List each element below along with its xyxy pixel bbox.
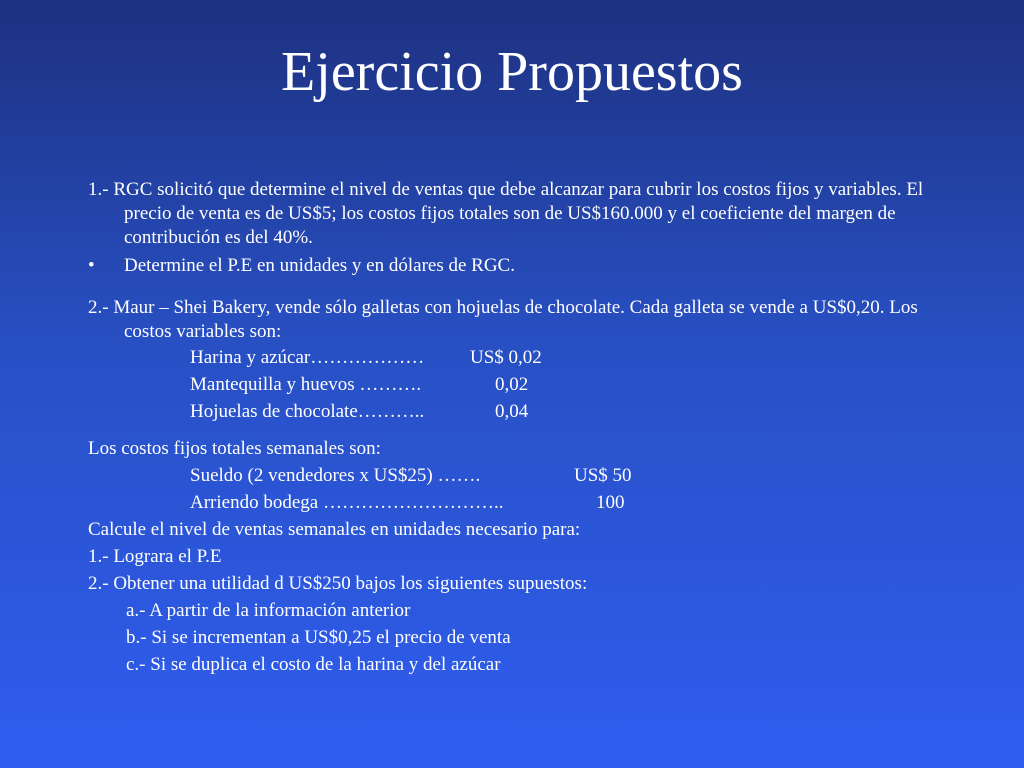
fixed-costs-heading: Los costos fijos totales semanales son: (88, 438, 381, 459)
cost-value: 100 (596, 492, 625, 513)
sub-question-c: c.- Si se duplica el costo de la harina y del azúcar (126, 654, 501, 675)
cost-label: Mantequilla y huevos ………. (190, 374, 422, 395)
cost-value: 0,04 (495, 401, 529, 422)
exercise-1-bullet (88, 254, 968, 278)
cost-value: 0,02 (495, 374, 529, 395)
fixed-cost-row (88, 489, 968, 516)
bullet-dot: • (88, 255, 95, 276)
slide-content (88, 178, 968, 678)
question-2: 2.- Obtener una utilidad d US$250 bajos los siguientes supuestos: (88, 573, 588, 594)
cost-value: US$ 50 (574, 465, 632, 486)
variable-cost-row (88, 344, 968, 371)
question-1: 1.- Lograra el P.E (88, 546, 222, 567)
cost-label: Arriendo bodega ……………………….. (190, 492, 504, 513)
fixed-cost-row (88, 462, 968, 489)
variable-cost-row (88, 398, 968, 425)
calc-instruction: Calcule el nivel de ventas semanales en unidades necesario para: (88, 519, 581, 540)
sub-question-a: a.- A partir de la información anterior (126, 600, 411, 621)
slide-title: Ejercicio Propuestos (281, 41, 743, 103)
exercise-1-text: 1.- RGC solicitó que determine el nivel de ventas que debe alcanzar para cubrir los costos fijos y variables. El precio de venta es de US$5; los costos fijos totales son de US$160.000 y el coeficiente del margen de contribución es del 40%. (88, 179, 924, 248)
bullet-text: Determine el P.E en unidades y en dólares de RGC. (124, 255, 515, 276)
exercise-2-text: 2.- Maur – Shei Bakery, vende sólo galletas con hojuelas de chocolate. Cada galleta se vende a US$0,20. Los costos variables son: (88, 297, 918, 342)
variable-cost-row (88, 371, 968, 398)
cost-value: US$ 0,02 (470, 347, 542, 368)
sub-question-b: b.- Si se incrementan a US$0,25 el precio de venta (126, 627, 511, 648)
cost-label: Sueldo (2 vendedores x US$25) ……. (190, 465, 481, 486)
cost-label: Hojuelas de chocolate……….. (190, 401, 425, 422)
cost-label: Harina y azúcar……………… (190, 347, 425, 368)
